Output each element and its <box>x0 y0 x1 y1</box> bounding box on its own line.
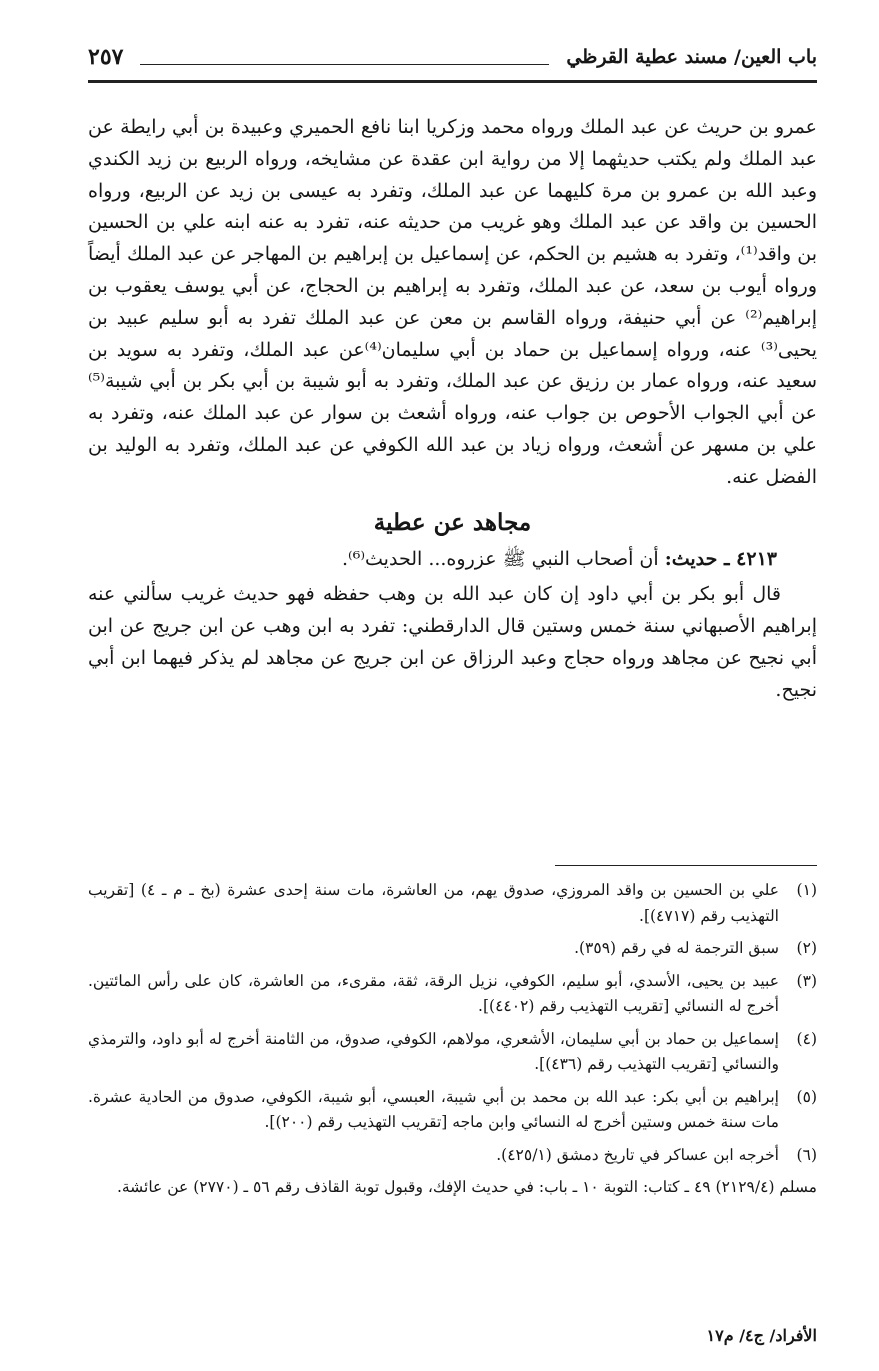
footnote <box>88 1085 817 1136</box>
footnote-text: علي بن الحسين بن واقد المروزي، صدوق يهم، من العاشرة، مات سنة إحدى عشرة (بخ ـ م ـ ٤) [تقريب التهذيب رقم (٤٧١٧)]. <box>88 881 779 925</box>
footnote <box>88 1143 817 1169</box>
paragraph-1: عمرو بن حريث عن عبد الملك ورواه محمد وزكريا ابنا نافع الحميري وعبيدة بن أبي رايطة عن عبد الملك ولم يكتب حديثهما إلا من رواية ابن عقدة عن مشايخه، ورواه الربيع بن زيد الكندي وعبد الله بن عمرو بن مرة كليهما عن عبد الملك، وتفرد به عيسى بن زيد عن الربيع، ورواه الحسين بن واقد عن عبد الملك وهو غريب من حديثه عنه، تفرد به عنه ابنه علي بن الحسين بن واقد⁽¹⁾، وتفرد به هشيم بن الحكم، عن إسماعيل بن إبراهيم بن المهاجر عن عبد الملك أيضاً ورواه أيوب بن سعد، عن عبد الملك، وتفرد به إبراهيم بن الحجاج، عن أبي يوسف يعقوب بن إبراهيم⁽²⁾ عن أبي حنيفة، ورواه القاسم بن معن عن عبد الملك تفرد به أبو سليم عبيد بن يحيى⁽³⁾ عنه، ورواه إسماعيل بن حماد بن أبي سليمان⁽⁴⁾عن عبد الملك، وتفرد به سويد بن سعيد عنه، ورواه عمار بن رزيق عن عبد الملك، وتفرد به أبو شيبة بن أبي بكر بن أبي شيبة⁽⁵⁾ عن أبي الجواب الأحوص بن جواب عنه، ورواه أشعث بن سوار عن عبد الملك عنه، وتفرد به علي بن مسهر عن أشعث، ورواه زياد بن عبد الله الكوفي عن عبد الملك، وتفرد به الوليد بن الفضل عنه. <box>88 116 817 488</box>
footnote-number: (٣) <box>796 971 817 990</box>
section-heading: مجاهد عن عطية <box>373 508 532 536</box>
hadith-entry <box>88 544 817 576</box>
running-title: باب العين/ مسند عطية القرظي <box>566 46 817 68</box>
paragraph-2: قال أبو بكر بن أبي داود إن كان عبد الله بن وهب حفظه فهو حديث غريب سألني عنه إبراهيم الأصبهاني سنة خمس وستين قال الدارقطني: تفرد به ابن وهب عن ابن جريج عن ابن أبي نجيح عن مجاهد ورواه حجاج وعبد الرزاق عن ابن جريج عن مجاهد لم يذكر فيهما ابن أبي نجيح. <box>88 583 817 701</box>
footnote <box>88 969 817 1020</box>
footnote-text: سبق الترجمة له في رقم (٣٥٩). <box>574 939 779 957</box>
page-header <box>88 42 817 78</box>
footnote-number: (٤) <box>796 1029 817 1048</box>
signature-mark: الأفراد/ ج٤/ م١٧ <box>706 1326 817 1345</box>
footnote-text: أخرجه ابن عساكر في تاريخ دمشق (٤٢٥/١). <box>496 1145 779 1164</box>
footnote <box>88 936 817 962</box>
footnote-number: (١) <box>796 881 817 899</box>
hadith-text: أن أصحاب النبي ﷺ عزروه... الحديث⁽⁶⁾. <box>342 547 659 570</box>
footnote <box>88 878 817 929</box>
footnote <box>88 1027 817 1078</box>
footnote-text: إسماعيل بن حماد بن أبي سليمان، الأشعري، مولاهم، الكوفي، صدوق، من الثامنة أخرج له أبو داود، والترمذي والنسائي [تقريب التهذيب رقم (٤٣٦)]. <box>88 1029 779 1073</box>
footnote-number: (٦) <box>796 1145 817 1164</box>
footnote-separator <box>555 865 817 866</box>
header-rule <box>88 80 817 83</box>
footnote-number: (٢) <box>796 939 817 957</box>
footnote-text: إبراهيم بن أبي بكر: عبد الله بن محمد بن أبي شيبة، العبسي، أبو شيبة، الكوفي، صدوق من الحادية عشرة. مات سنة خمس وستين أخرج له النسائي وابن ماجه [تقريب التهذيب رقم (٢٠٠)]. <box>88 1087 779 1131</box>
hadith-number-label: ٤٢١٣ ـ حديث: <box>664 547 777 570</box>
header-dash-line <box>140 64 549 65</box>
footnote-continuation: مسلم (٢١٢٩/٤) ٤٩ ـ كتاب: التوبة ١٠ ـ باب: في حديث الإفك، وقبول توبة القاذف رقم ٥٦ ـ (٢٧٧٠) عن عائشة. <box>116 1178 817 1196</box>
footnote-text: عبيد بن يحيى، الأسدي، أبو سليم، الكوفي، نزيل الرقة، ثقة، مقرىء، من العاشرة، كان على رأس المائتين. أخرج له النسائي [تقريب التهذيب رقم (٤٤٠٢)]. <box>88 971 779 1015</box>
page-number: ٢٥٧ <box>88 44 124 70</box>
main-text <box>88 112 817 707</box>
footnote-number: (٥) <box>796 1087 817 1106</box>
footnotes <box>88 878 817 1201</box>
